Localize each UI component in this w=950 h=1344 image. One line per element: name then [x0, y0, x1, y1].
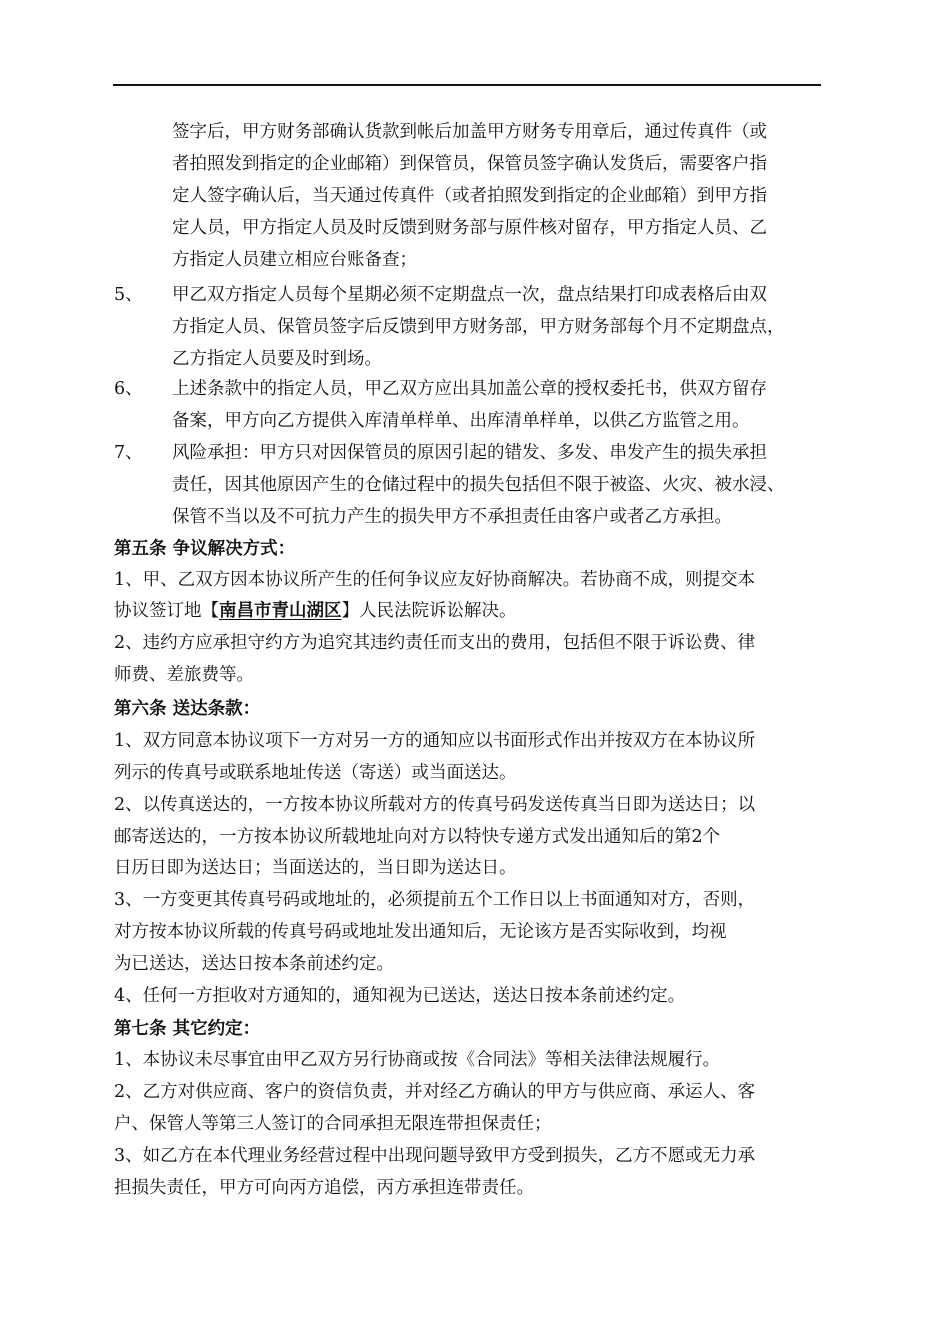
item-line: 备案，甲方向乙方提供入库清单样单、出库清单样单，以供乙方监管之用。 [172, 411, 750, 431]
item-line: 责任，因其他原因产生的仓储过程中的损失包括但不限于被盗、火灾、被水浸、 [172, 475, 785, 495]
item-number: 6、 [114, 379, 143, 399]
article-7-line: 2、乙方对供应商、客户的资信负责，并对经乙方确认的甲方与供应商、承运人、客 [114, 1082, 756, 1102]
court-location: 南昌市青山湖区 [219, 601, 342, 621]
article-5-title: 第五条 争议解决方式： [114, 539, 296, 559]
item-number: 7、 [114, 443, 143, 463]
item-line: 上述条款中的指定人员，甲乙双方应出具加盖公章的授权委托书，供双方留存 [172, 379, 767, 399]
article-6-line: 为已送达，送达日按本条前述约定。 [114, 954, 394, 974]
article-7-line: 户、保管人等第三人签订的合同承担无限连带担保责任； [114, 1114, 552, 1134]
article-6-line: 邮寄送达的，一方按本协议所载地址向对方以特快专递方式发出通知后的第2个 [114, 827, 721, 847]
continuation-line: 定人员，甲方指定人员及时反馈到财务部与原件核对留存，甲方指定人员、乙 [172, 218, 767, 238]
article-6-line: 3、一方变更其传真号码或地址的，必须提前五个工作日以上书面通知对方，否则， [114, 890, 756, 910]
item-line: 方指定人员、保管员签字后反馈到甲方财务部，甲方财务部每个月不定期盘点， [172, 317, 785, 337]
article-7-title: 第七条 其它约定： [114, 1019, 261, 1039]
item-line: 风险承担：甲方只对因保管员的原因引起的错发、多发、串发产生的损失承担 [172, 443, 767, 463]
item-number: 5、 [114, 285, 143, 305]
continuation-line: 签字后，甲方财务部确认货款到帐后加盖甲方财务专用章后，通过传真件（或 [172, 122, 767, 142]
continuation-line: 方指定人员建立相应台账备查； [172, 250, 417, 270]
article-5-para-2: 2、违约方应承担守约方为追究其违约责任而支出的费用，包括但不限于诉讼费、律 [114, 633, 756, 653]
article-6-line: 列示的传真号或联系地址传送（寄送）或当面送达。 [114, 763, 517, 783]
article-6-line: 4、任何一方拒收对方通知的，通知视为已送达，送达日按本条前述约定。 [114, 986, 686, 1006]
item-line: 甲乙双方指定人员每个星期必须不定期盘点一次，盘点结果打印成表格后由双 [172, 285, 767, 305]
article-7-line: 1、本协议未尽事宜由甲乙双方另行协商或按《合同法》等相关法律法规履行。 [114, 1050, 721, 1070]
article-7-line: 3、如乙方在本代理业务经营过程中出现问题导致甲方受到损失，乙方不愿或无力承 [114, 1146, 756, 1166]
article-6-line: 日历日即为送达日；当面送达的，当日即为送达日。 [114, 858, 517, 878]
article-5-para-1: 1、甲、乙双方因本协议所产生的任何争议应友好协商解决。若协商不成，则提交本 [114, 570, 756, 590]
continuation-line: 者拍照发到指定的企业邮箱）到保管员，保管员签字确认发货后，需要客户指 [172, 154, 767, 174]
article-5-para-1-cont: 协议签订地【南昌市青山湖区】人民法院诉讼解决。 [114, 601, 517, 621]
continuation-line: 定人签字确认后，当天通过传真件（或者拍照发到指定的企业邮箱）到甲方指 [172, 186, 767, 206]
item-line: 乙方指定人员要及时到场。 [172, 349, 382, 369]
item-line: 保管不当以及不可抗力产生的损失甲方不承担责任由客户或者乙方承担。 [172, 507, 732, 527]
article-7-line: 担损失责任，甲方可向丙方追偿，丙方承担连带责任。 [114, 1178, 534, 1198]
article-6-line: 1、双方同意本协议项下一方对另一方的通知应以书面形式作出并按双方在本协议所 [114, 731, 756, 751]
header-rule [113, 84, 821, 86]
article-6-line: 2、以传真送达的，一方按本协议所载对方的传真号码发送传真当日即为送达日；以 [114, 795, 756, 815]
article-6-line: 对方按本协议所载的传真号码或地址发出通知后，无论该方是否实际收到，均视 [114, 922, 727, 942]
article-5-para-2-cont: 师费、差旅费等。 [114, 665, 254, 685]
article-6-title: 第六条 送达条款： [114, 699, 261, 719]
